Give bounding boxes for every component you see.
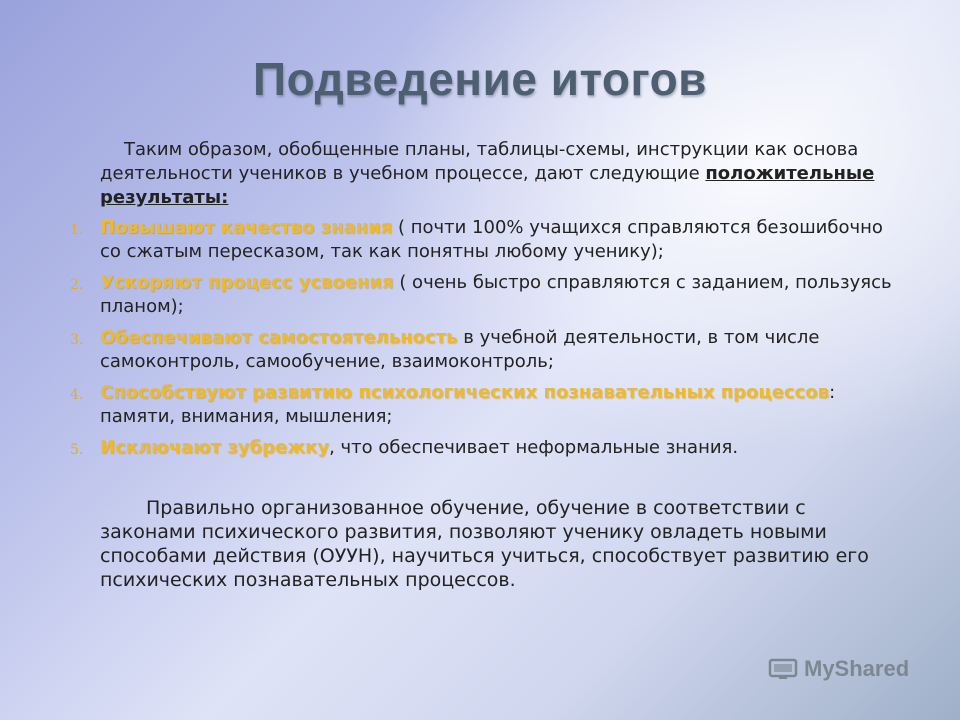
list-item-text: ( очень быстро справляются с заданием, пользуясь планом);: [100, 272, 892, 317]
list-item-highlight: Обеспечивают самостоятельность: [100, 327, 458, 348]
results-list: [70, 216, 900, 460]
slide-body: [70, 138, 900, 611]
list-item-highlight: Способствуют развитию психологических познавательных процессов: [100, 382, 830, 403]
watermark-text: MyShared: [804, 656, 910, 681]
slide-title: Подведение итогов: [253, 53, 707, 105]
list-item-highlight: Повышают качество знания: [100, 217, 393, 238]
list-item-text: в учебной деятельности, в том числе самоконтроль, самообучение, взаимоконтроль;: [100, 327, 820, 372]
list-item-number: 2.: [70, 277, 84, 293]
list-item-highlight: Исключают зубрежку: [100, 437, 330, 458]
list-item-text: , что обеспечивает неформальные знания.: [329, 437, 739, 458]
intro-text: Таким образом, обобщенные планы, таблицы-схемы, инструкции как основа деятельности учеников в учебном процессе, дают следующие: [100, 139, 859, 184]
list-item: [70, 216, 900, 264]
list-item-number: 3.: [70, 332, 84, 348]
intro-end: :: [221, 187, 229, 208]
list-item: [70, 436, 900, 460]
list-item: [70, 326, 900, 374]
list-item: [70, 381, 900, 429]
list-item: [70, 271, 900, 319]
closing-paragraph: Правильно организованное обучение, обучение в соответствии с законами психического развития, позволяют ученику овладеть новыми способами действия (ОУУН), научиться учиться, способствует развитию его психических познавательных процессов.: [100, 497, 869, 591]
myshared-watermark[interactable]: [768, 656, 909, 682]
list-item-number: 5.: [70, 442, 84, 458]
intro-paragraph: [100, 138, 900, 210]
list-item-number: 1.: [70, 222, 84, 238]
list-item-highlight: Ускоряют процесс усвоения: [100, 272, 394, 293]
intro-emphasis: положительные результаты: [100, 163, 875, 208]
list-item-text: : памяти, внимания, мышления;: [100, 382, 836, 427]
myshared-logo-icon: [768, 657, 798, 681]
list-item-text: ( почти 100% учащихся справляются безошибочно со сжатым пересказом, так как понятны любому ученику);: [100, 217, 883, 262]
list-item-number: 4.: [70, 387, 84, 403]
